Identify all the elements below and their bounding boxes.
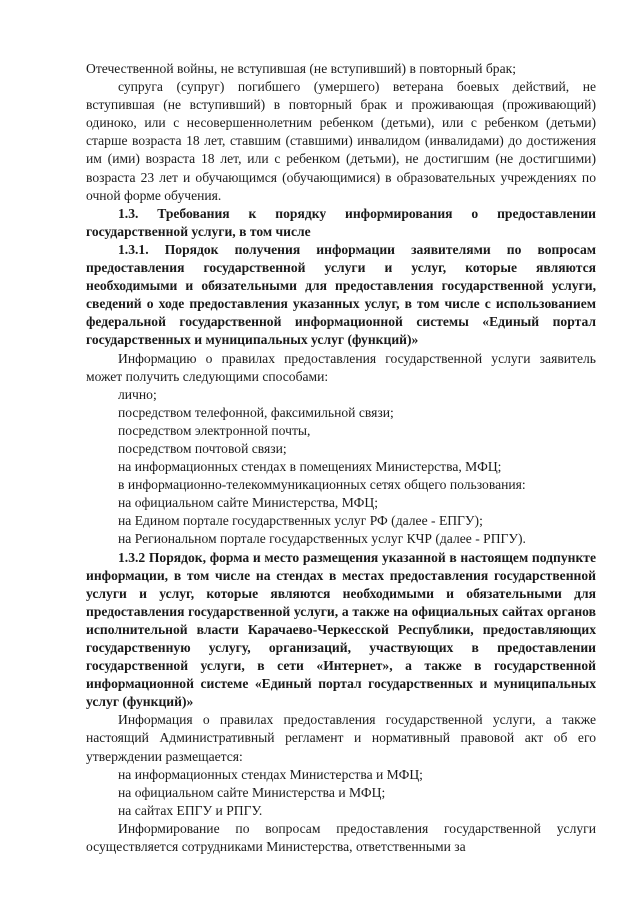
- list-item: посредством электронной почты,: [118, 422, 311, 438]
- list-item: на официальном сайте Министерства и МФЦ;: [118, 784, 386, 800]
- list-item: в информационно-телекоммуникационных сетях общего пользования:: [118, 477, 526, 493]
- list-item: на сайтах ЕПГУ и РПГУ.: [118, 802, 263, 818]
- section-heading: 1.3. Требования к порядку информирования о предоставлении государственной услуги, в том числе: [86, 205, 596, 239]
- list-item: на информационных стендах в помещениях Министерства, МФЦ;: [118, 459, 502, 475]
- list-item: лично;: [118, 386, 157, 402]
- list-item: посредством телефонной, факсимильной связи;: [118, 404, 394, 420]
- body-paragraph: Информацию о правилах предоставления государственной услуги заявитель может получить следующими способами:: [86, 350, 596, 384]
- section-heading: 1.3.2 Порядок, форма и место размещения указанной в настоящем подпункте информации, в том числе на стендах в местах предоставления государственной услуги и услуг, которые являются необходимыми и обязательными для предоставления государственной услуги, а также на официальных сайтах органов исполнительной власти Карачаево-Черкесской Республики, предоставляющих государственную услугу, организаций, участвующих в предоставлении государственной услуги, в сети «Интернет», а также в государственной информационной системе «Единый портал государственных и муниципальных услуг (функций)»: [86, 549, 596, 710]
- body-paragraph: Информация о правилах предоставления государственной услуги, а также настоящий Административный регламент и нормативный правовой акт об его утверждении размещается:: [86, 712, 596, 764]
- list-item: на Едином портале государственных услуг РФ (далее - ЕПГУ);: [118, 513, 483, 529]
- list-item: на информационных стендах Министерства и МФЦ;: [118, 766, 423, 782]
- body-paragraph: Информирование по вопросам предоставления государственной услуги осуществляется сотрудниками Министерства, ответственными за: [86, 820, 596, 855]
- list-item: посредством почтовой связи;: [118, 440, 287, 456]
- body-paragraph: Отечественной войны, не вступившая (не вступивший) в повторный брак;: [86, 61, 516, 76]
- section-heading: 1.3.1. Порядок получения информации заявителями по вопросам предоставления государственной услуги и услуг, которые являются необходимыми и обязательными для предоставления государственной услуги, сведений о ходе предоставления указанных услуг, в том числе с использованием федеральной государственной информационной системы «Единый портал государственных и муниципальных услуг (функций)»: [86, 241, 596, 348]
- document-body: [86, 60, 596, 856]
- list-item: на Региональном портале государственных услуг КЧР (далее - РПГУ).: [118, 531, 526, 547]
- list-item: на официальном сайте Министерства, МФЦ;: [118, 495, 378, 511]
- body-paragraph: супруга (супруг) погибшего (умершего) ветерана боевых действий, не вступившая (не вступивший) в повторный брак и проживающая (проживающий) одиноко, или с несовершеннолетним ребенком (детьми), или с ребенком (детьми) старше возраста 18 лет, ставшим (ставшими) инвалидом (инвалидами) до достижения им (ими) возраста 18 лет, или с ребенком (детьми), не достигшим (не достигшими) возраста 23 лет и обучающимся (обучающимися) в образовательных учреждениях по очной форме обучения.: [86, 79, 596, 203]
